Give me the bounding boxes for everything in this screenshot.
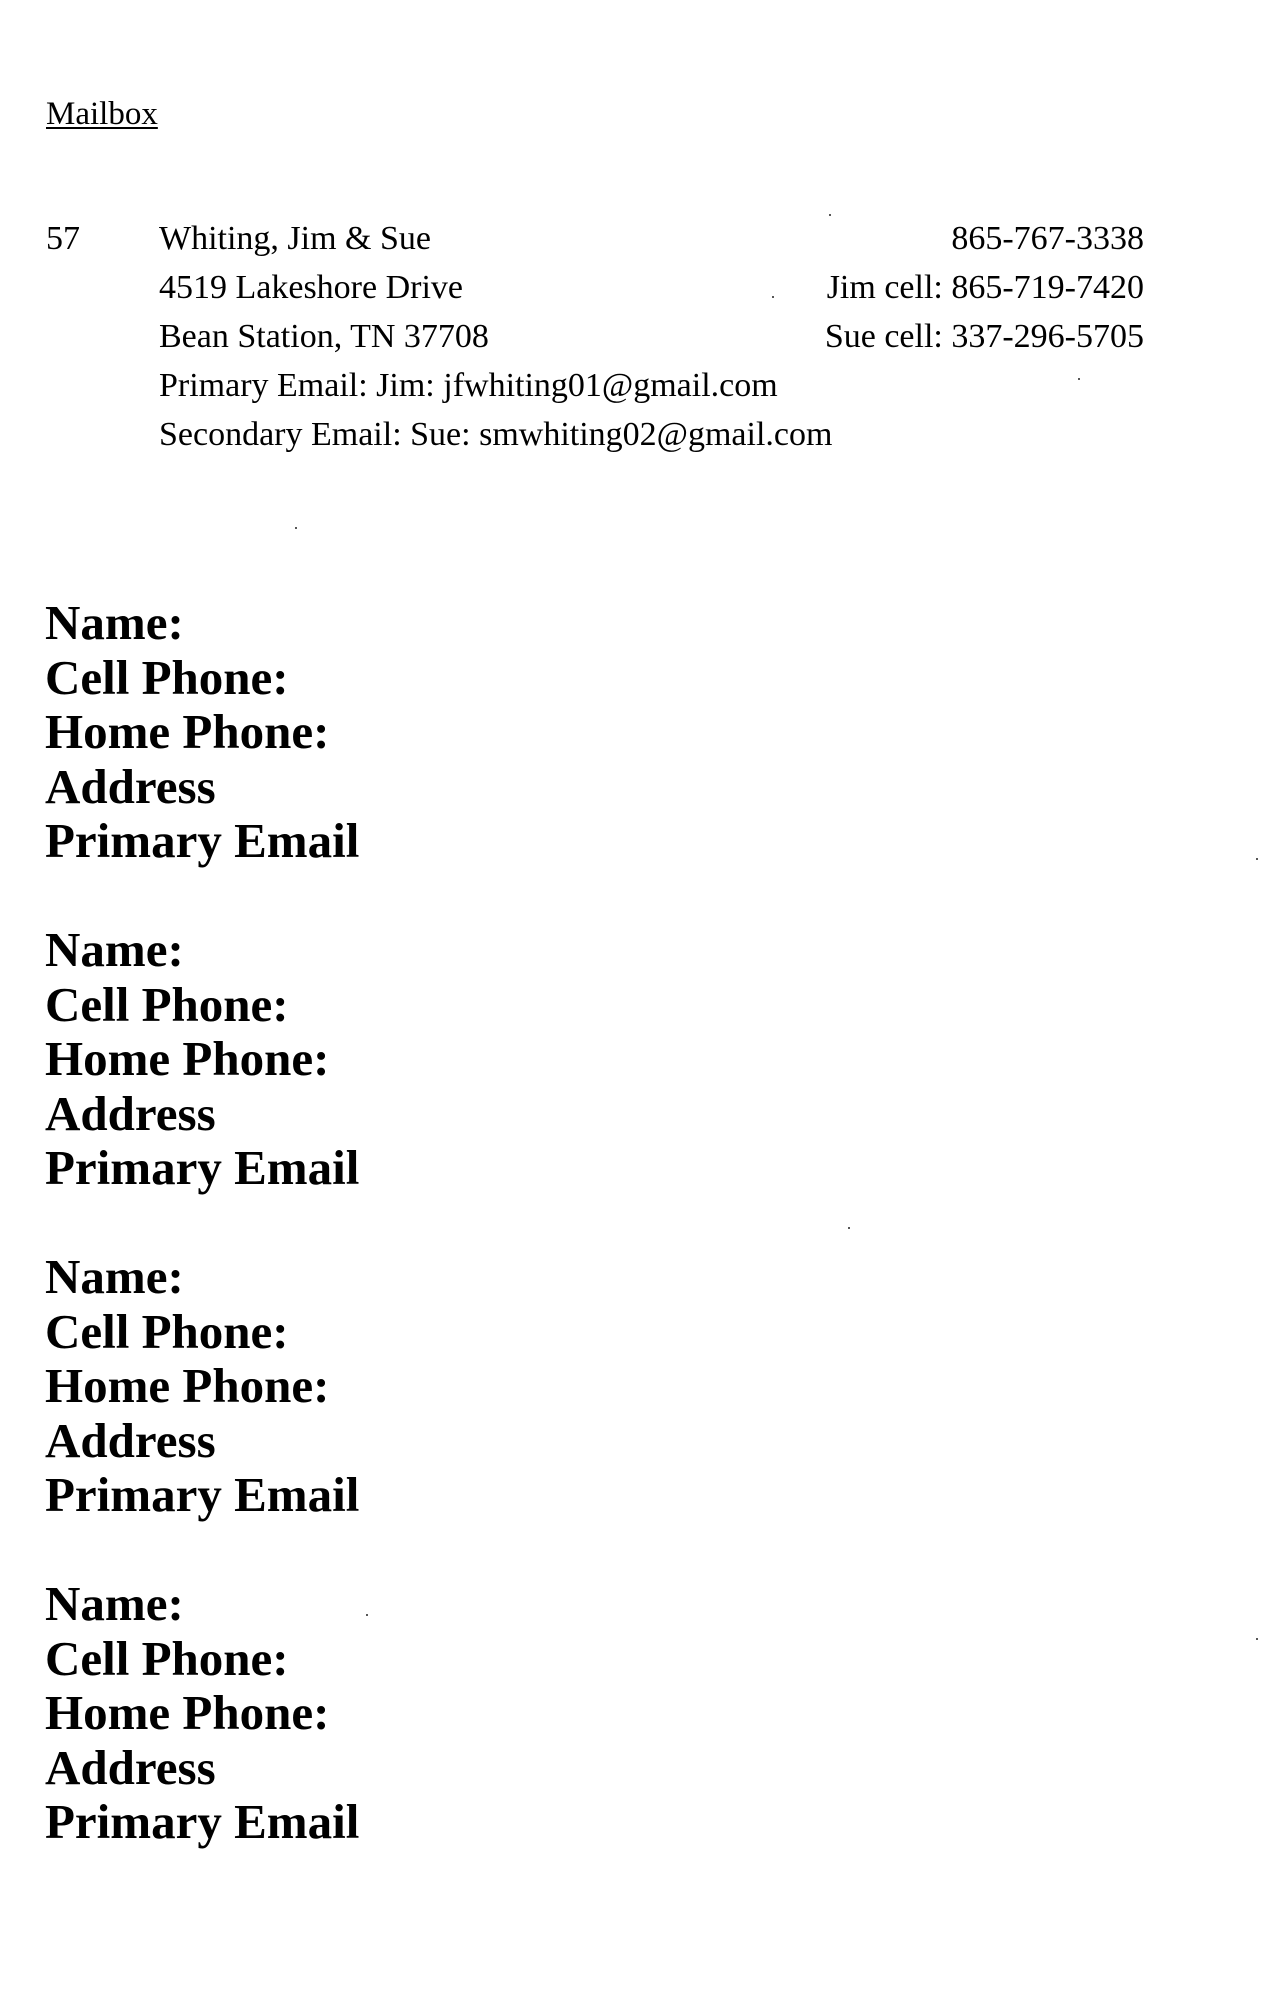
form-address-label: Address xyxy=(45,1085,216,1141)
form-name-label: Name: xyxy=(45,1576,184,1631)
entry-secondary-email: Secondary Email: Sue: smwhiting02@gmail.com xyxy=(159,416,833,453)
scan-speck xyxy=(829,214,831,216)
form-block xyxy=(45,1250,359,1523)
entry-home-phone: 865-767-3338 xyxy=(951,220,1144,257)
form-primary-email-label: Primary Email xyxy=(45,1140,360,1195)
scan-speck xyxy=(366,1614,368,1616)
scan-speck xyxy=(295,527,297,529)
form-home-phone-label: Home Phone: xyxy=(45,704,330,759)
entry-jim-cell: Jim cell: 865-719-7420 xyxy=(826,269,1144,306)
entry-names: Whiting, Jim & Sue xyxy=(159,220,431,257)
form-cell-phone-label: Cell Phone: xyxy=(45,1630,289,1686)
form-home-phone-label: Home Phone: xyxy=(45,1685,330,1740)
form-block xyxy=(45,923,359,1196)
entry-phones xyxy=(825,214,1144,361)
entry-sue-cell: Sue cell: 337-296-5705 xyxy=(824,318,1144,355)
form-block xyxy=(45,1577,359,1850)
form-cell-phone-label: Cell Phone: xyxy=(45,1303,289,1359)
scan-speck xyxy=(1256,1638,1258,1640)
form-home-phone-label: Home Phone: xyxy=(45,1031,330,1086)
page-heading: Mailbox xyxy=(46,96,158,132)
scan-speck xyxy=(772,296,774,298)
entry-city-state-zip: Bean Station, TN 37708 xyxy=(159,318,489,355)
form-primary-email-label: Primary Email xyxy=(45,1467,360,1522)
entry-details xyxy=(159,214,832,459)
form-primary-email-label: Primary Email xyxy=(45,813,360,868)
form-name-label: Name: xyxy=(45,1249,184,1304)
form-address-label: Address xyxy=(45,1739,216,1795)
form-name-label: Name: xyxy=(45,595,184,650)
form-address-label: Address xyxy=(45,758,216,814)
form-home-phone-label: Home Phone: xyxy=(45,1358,330,1413)
scan-speck xyxy=(848,1227,850,1229)
entry-street: 4519 Lakeshore Drive xyxy=(159,269,464,306)
form-name-label: Name: xyxy=(45,922,184,977)
form-cell-phone-label: Cell Phone: xyxy=(45,976,289,1032)
form-primary-email-label: Primary Email xyxy=(45,1794,360,1849)
mailbox-number: 57 xyxy=(46,220,80,257)
entry-primary-email: Primary Email: Jim: jfwhiting01@gmail.com xyxy=(159,367,778,404)
scan-speck xyxy=(1078,378,1080,380)
scan-speck xyxy=(1256,858,1258,860)
form-cell-phone-label: Cell Phone: xyxy=(45,649,289,705)
form-address-label: Address xyxy=(45,1412,216,1468)
form-block xyxy=(45,596,359,869)
